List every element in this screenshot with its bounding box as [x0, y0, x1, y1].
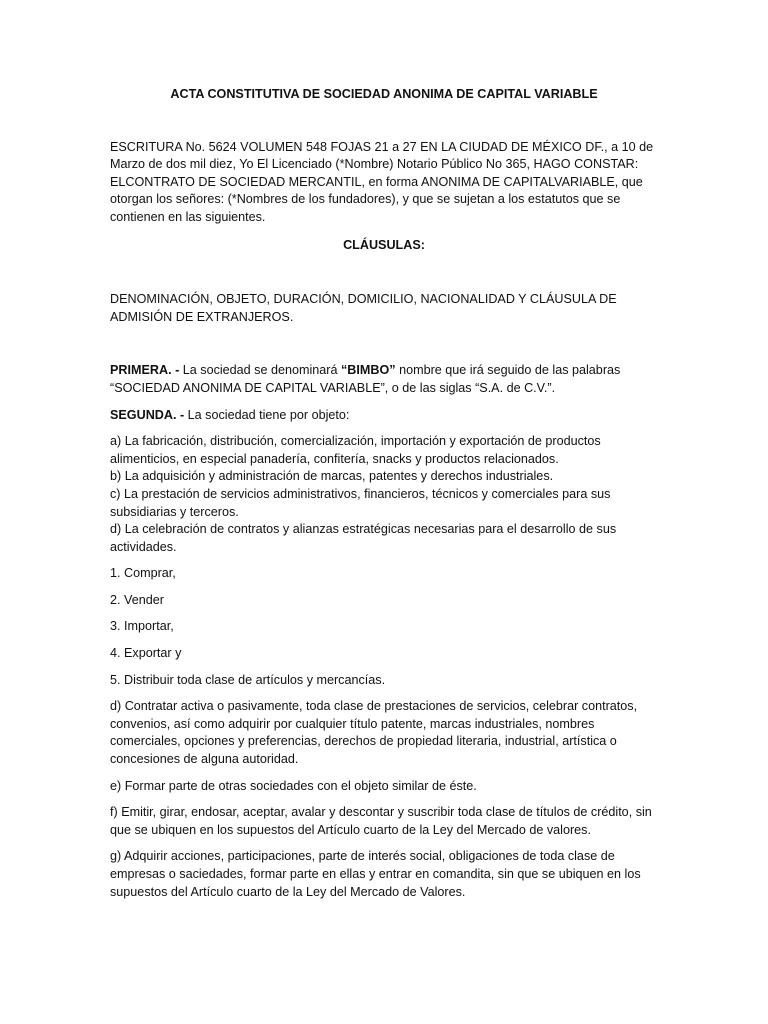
numbered-item: 4. Exportar y [110, 646, 182, 661]
object-item: c) La prestación de servicios administrativos, financieros, técnicos y comerciales para sus subsidiarias y terceros. [110, 486, 611, 519]
clause-segunda [110, 407, 658, 425]
paragraph-g: g) Adquirir acciones, participaciones, parte de interés social, obligaciones de toda clase de empresas o saciedades, formar parte en ellas y entrar en comandita, sin que se ubiquen en los supuestos del Artículo cuarto de la Ley del Mercado de Valores. [110, 849, 641, 899]
numbered-item: 2. Vender [110, 592, 164, 607]
clause-primera-text-before: La sociedad se denominará [179, 363, 341, 378]
numbered-item: 3. Importar, [110, 619, 174, 634]
clause-segunda-label: SEGUNDA. - [110, 407, 185, 422]
intro-paragraph: ESCRITURA No. 5624 VOLUMEN 548 FOJAS 21 a 27 EN LA CIUDAD DE MÉXICO DF., a 10 de Marzo de dos mil diez, Yo El Licenciado (*Nombre) Notario Público No 365, HAGO CONSTAR: ELCONTRATO DE SOCIEDAD MERCANTIL, en forma ANONIMA DE CAPITALVARIABLE, que otorgan los señores: (*Nombres de los fundadores), y que se sujetan a los estatutos que se contienen en las siguientes. [110, 139, 654, 224]
document-title: ACTA CONSTITUTIVA DE SOCIEDAD ANONIMA DE CAPITAL VARIABLE [170, 87, 598, 101]
object-item: a) La fabricación, distribución, comercialización, importación y exportación de productos alimenticios, en especial panadería, confitería, snacks y productos relacionados. [110, 434, 601, 466]
object-item: d) La celebración de contratos y alianzas estratégicas necesarias para el desarrollo de sus actividades. [110, 522, 617, 554]
clause-primera [110, 362, 658, 397]
clausulas-heading: CLÁUSULAS: [343, 237, 425, 252]
document-body [110, 86, 658, 901]
objects-list [110, 433, 658, 556]
numbered-item: 5. Distribuir toda clase de artículos y mercancías. [110, 672, 386, 687]
numbered-item: 1. Comprar, [110, 566, 176, 581]
clause-primera-label: PRIMERA. - [110, 363, 180, 378]
paragraph-e: e) Formar parte de otras sociedades con el objeto similar de éste. [110, 778, 477, 793]
object-item: b) La adquisición y administración de marcas, patentes y derechos industriales. [110, 469, 554, 484]
clause-primera-text-after: nombre que irá seguido de las palabras “SOCIEDAD ANONIMA DE CAPITAL VARIABLE”, o de las siglas “S.A. de C.V.”. [110, 363, 621, 395]
paragraph-d: d) Contratar activa o pasivamente, toda clase de prestaciones de servicios, celebrar contratos, convenios, así como adquirir por cualquier título patente, marcas industriales, nombres comerciales, opciones y preferencias, derechos de propiedad literaria, industrial, artística o concesiones de alguna autoridad. [110, 699, 638, 767]
company-name: “BIMBO” [341, 363, 396, 378]
clause-segunda-text: La sociedad tiene por objeto: [184, 407, 350, 422]
paragraph-f: f) Emitir, girar, endosar, aceptar, avalar y descontar y suscribir toda clase de títulos de crédito, sin que se ubiquen en los supuestos del Artículo cuarto de la Ley del Mercado de valores. [110, 805, 652, 837]
section-heading: DENOMINACIÓN, OBJETO, DURACIÓN, DOMICILIO, NACIONALIDAD Y CLÁUSULA DE ADMISIÓN DE EXTRANJEROS. [110, 292, 617, 324]
